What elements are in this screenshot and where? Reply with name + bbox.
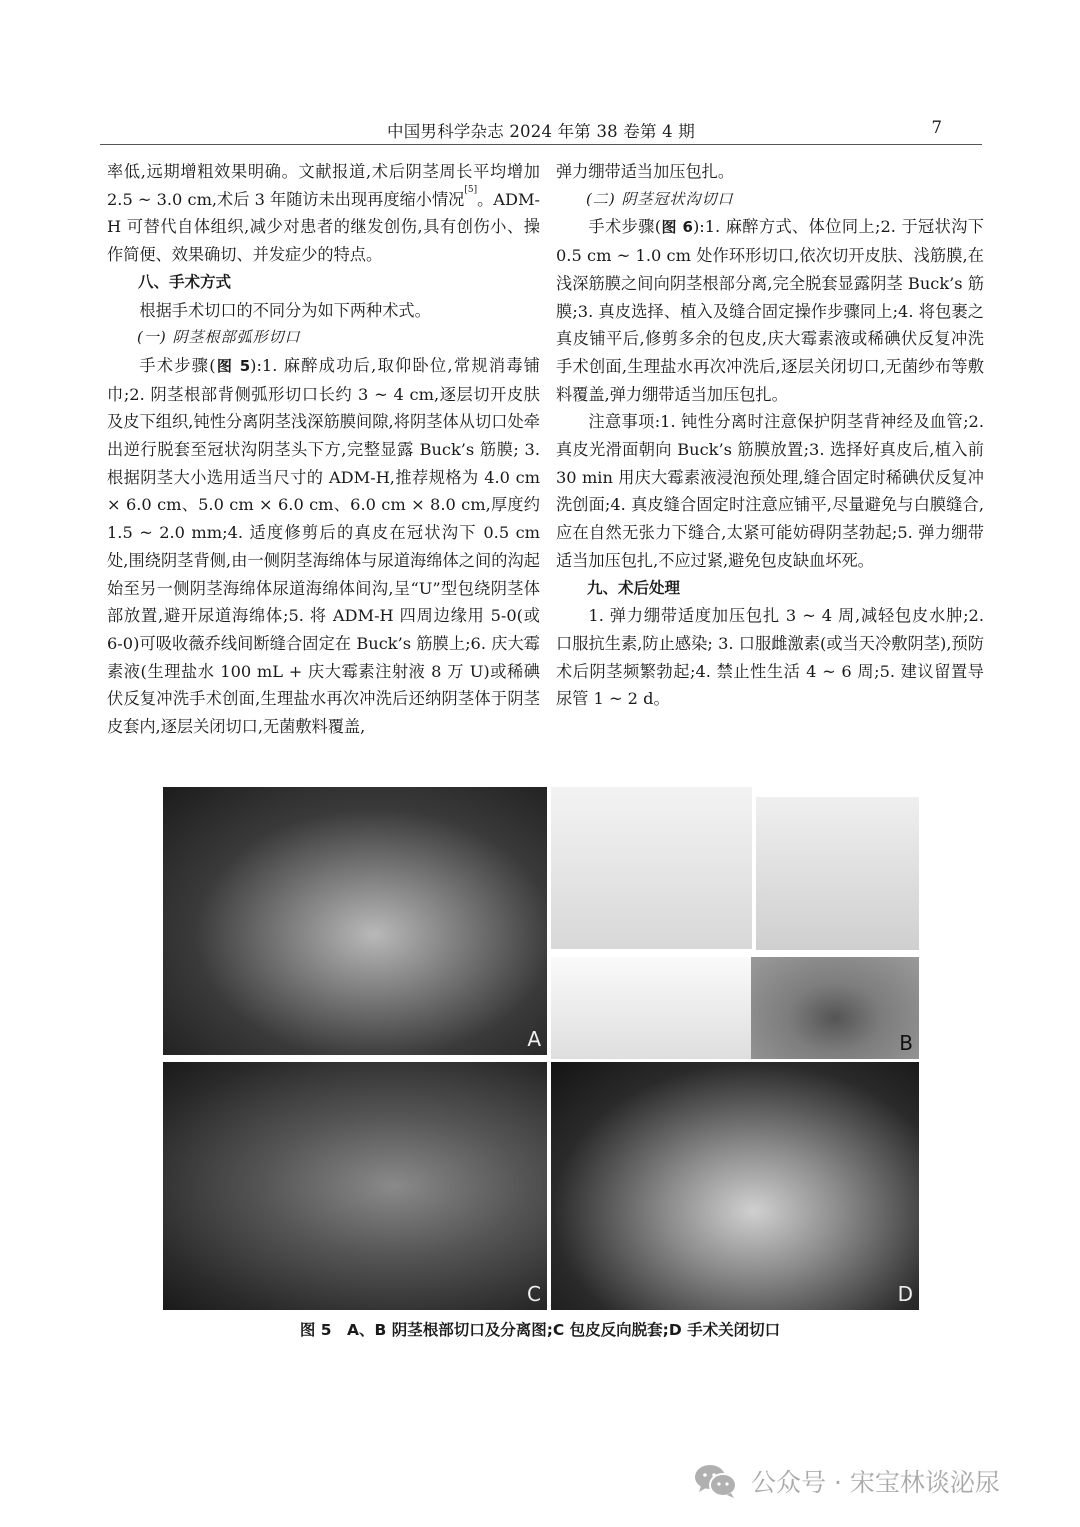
subsection-heading-2: (二) 阴茎冠状沟切口: [586, 189, 734, 208]
figure-reference: 图 5: [215, 356, 251, 375]
paragraph: 根据手术切口的不同分为如下两种术式。: [139, 300, 431, 320]
watermark: [693, 1463, 1000, 1499]
citation-ref: [5]: [464, 184, 478, 195]
figure-caption: 图 5 A、B 阴茎根部切口及分离图;C 包皮反向脱套;D 手术关闭切口: [299, 1321, 781, 1339]
paragraph-text: 。ADM-H 可替代自体组织,减少对患者的继发创伤,具有创伤小、操作简便、效果确切、并发症少的特点。: [107, 189, 541, 265]
panel-label: A: [527, 1027, 541, 1051]
panel-label: B: [899, 1031, 913, 1055]
paragraph: [107, 352, 540, 741]
panel-label: D: [897, 1282, 913, 1306]
figure-panel-d: [551, 1062, 919, 1310]
figure-5: [163, 787, 919, 1310]
figure-panel-a: [163, 787, 547, 1055]
figure-panel-b-illustration-3: [551, 957, 752, 1059]
figure-panel-c: [163, 1062, 547, 1310]
figure-panel-b-illustration-2: [756, 797, 919, 950]
paragraph-text: 手术步骤(: [588, 217, 662, 237]
paragraph-postop: 1. 弹力绷带适度加压包扎 3 ~ 4 周,减轻包皮水肿;2. 口服抗生素,防止感染; 3. 口服雌激素(或当天冷敷阴茎),预防术后阴茎频繁勃起;4. 禁止性生活 4 ~ 6 周;5. 建议留置导尿管 1 ~ 2 d。: [556, 606, 984, 709]
watermark-text: 公众号 · 宋宝林谈泌尿: [751, 1468, 1000, 1497]
paragraph-text: ):1. 麻醉成功后,取仰卧位,常规消毒铺巾;2. 阴茎根部背侧弧形切口长约 3 ~ 4 cm,逐层切开皮肤及皮下组织,钝性分离阴茎浅深筋膜间隙,将阴茎体从切口处牵出逆行脱套至冠状沟阴茎头下方,完整显露 Buck’s 筋膜; 3. 根据阴茎大小选用适当尺寸的 ADM-H,推荐规格为 4.0 cm × 6.0 cm、5.0 cm × 6.0 cm、6.0 cm × 8.0 cm,厚度约 1.5 ~ 2.0 mm;4. 适度修剪后的真皮在冠状沟下 0.5 cm 处,围绕阴茎背侧,由一侧阴茎海绵体与尿道海绵体之间的沟起始至另一侧阴茎海绵体尿道海绵体间沟,呈“U”型包绕阴茎体部放置,避开尿道海绵体;5. 将 ADM-H 四周边缘用 5-0(或 6-0)可吸收薇乔线间断缝合固定在 Buck’s 筋膜上;6. 庆大霉素液(生理盐水 100 mL + 庆大霉素注射液 8 万 U)或稀碘伏反复冲洗手术创面,生理盐水再次冲洗后还纳阴茎体于阴茎皮套内,逐层关闭切口,无菌敷料覆盖,: [107, 355, 540, 737]
figure-reference: 图 6: [661, 218, 693, 237]
left-column: [107, 158, 540, 741]
right-column: [556, 158, 984, 713]
section-heading-8: 八、手术方式: [138, 272, 232, 291]
running-header: [100, 118, 982, 145]
paragraph-text: 率低,远期增粗效果明确。文献报道,术后阴茎周长平均增加 2.5 ~ 3.0 cm,术后 3 年随访未出现再度缩小情况: [107, 162, 540, 209]
figure-panel-b-photo: [751, 957, 919, 1059]
paragraph: 弹力绷带适当加压包扎。: [556, 162, 735, 181]
panel-label: C: [527, 1282, 541, 1306]
paragraph: [107, 158, 540, 269]
figure-panel-b-illustration-1: [551, 787, 752, 949]
wechat-icon: [693, 1463, 741, 1499]
section-heading-9: 九、术后处理: [587, 578, 681, 597]
journal-title: 中国男科学杂志 2024 年第 38 卷第 4 期: [387, 122, 695, 141]
page-number: 7: [931, 118, 942, 137]
subsection-heading-1: (一) 阴茎根部弧形切口: [137, 328, 301, 347]
paragraph-text: ):1. 麻醉方式、体位同上;2. 于冠状沟下 0.5 cm ~ 1.0 cm 处作环形切口,依次切开皮肤、浅筋膜,在浅深筋膜之间向阴茎根部分离,完全脱套显露阴茎 Buck’s 筋膜;3. 真皮选择、植入及缝合固定操作步骤同上;4. 将包裹之真皮铺平后,修剪多余的包皮,庆大霉素液或稀碘伏反复冲洗手术创面,生理盐水再次冲洗后,逐层关闭切口,无菌纱布等敷料覆盖,弹力绷带适当加压包扎。: [556, 217, 984, 404]
paragraph-text: 手术步骤(: [139, 355, 216, 375]
paragraph-notes: 注意事项:1. 钝性分离时注意保护阴茎背神经及血管;2. 真皮光滑面朝向 Buck’s 筋膜放置;3. 选择好真皮后,植入前 30 min 用庆大霉素液浸泡预处理,缝合固定时稀碘伏反复冲洗创面;4. 真皮缝合固定时注意应铺平,尽量避免与白膜缝合,应在自然无张力下缝合,太紧可能妨碍阴茎勃起;5. 弹力绷带适当加压包扎,不应过紧,避免包皮缺血坏死。: [556, 412, 984, 570]
paragraph: [556, 213, 984, 408]
